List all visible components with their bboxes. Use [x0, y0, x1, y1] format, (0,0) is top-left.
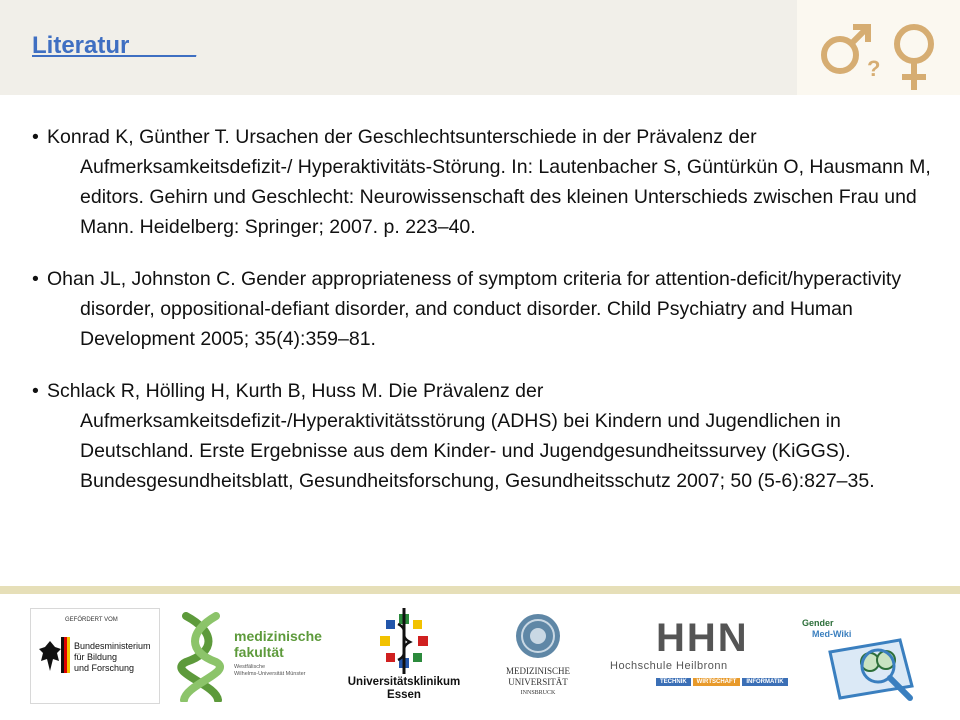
laptop-magnifier-icon — [800, 612, 930, 706]
innsbruck-line3: INNSBRUCK — [520, 690, 556, 696]
reference-list — [32, 122, 932, 518]
essen-emblem-icon — [372, 606, 436, 676]
gender-symbols-icon — [797, 0, 960, 95]
muenster-line4: Wilhelms-Universität Münster — [234, 671, 306, 677]
reference-text: Ohan JL, Johnston C. Gender appropriateness of symptom criteria for attention-deficit/hyperactivity disorder, oppositional-defiant disorder, and conduct disorder. Child Psychiatry and Human Development 2005; 35(4):359–81. — [47, 268, 902, 350]
essen-logo — [336, 606, 472, 710]
muenster-logo — [176, 612, 326, 706]
reference-item — [32, 264, 932, 354]
slide-title: Literatur_____ — [32, 32, 197, 59]
reference-item — [32, 122, 932, 242]
innsbruck-logo — [488, 606, 588, 710]
hhn-tag-informatik: INFORMATIK — [742, 678, 787, 686]
hhn-mark: HHN — [656, 616, 749, 660]
essen-line2: Essen — [387, 689, 421, 701]
reference-text: Schlack R, Hölling H, Kurth B, Huss M. Die Prävalenz der Aufmerksamkeitsdefizit-/Hyperaktivitätsstörung (ADHS) bei Kindern und Jugendlichen in Deutschland. Erste Ergebnisse aus dem Kinder- und Jugendgesundheitssurvey (KiGGS). Bundesgesundheitsblatt, Gesundheitsforschung, Gesundheitsschutz 2007; 50 (5-6):827–35. — [47, 380, 875, 492]
reference-text: Konrad K, Günther T. Ursachen der Geschlechtsunterschiede in der Prävalenz der Aufmerksamkeitsdefizit-/ Hyperaktivitäts-Störung. In: Lautenbacher S, Güntürkün O, Hausmann M, editors. Gehirn und Geschlecht: Neurowissenschaft des kleinen Unterschieds zwischen Frau und Mann. Heidelberg: Springer; 2007. p. 223–40. — [47, 126, 931, 238]
bmbf-line1: Bundesministerium — [74, 641, 151, 651]
bmbf-top-text: GEFÖRDERT VOM — [65, 617, 118, 623]
innsbruck-line1: MEDIZINISCHE — [506, 666, 570, 676]
bullet: • — [32, 268, 39, 290]
hhn-tag-technik: TECHNIK — [656, 678, 691, 686]
bullet: • — [32, 126, 39, 148]
bullet: • — [32, 380, 39, 402]
reference-item — [32, 376, 932, 496]
eagle-icon — [37, 639, 63, 673]
essen-line1: Universitätsklinikum — [347, 676, 461, 688]
hhn-tag-wirtschaft: WIRTSCHAFT — [693, 678, 741, 686]
wiki-line2: Med-Wiki — [812, 629, 852, 639]
question-mark: ? — [867, 56, 881, 81]
gender-symbols — [797, 0, 960, 95]
innsbruck-line2: UNIVERSITÄT — [508, 677, 568, 687]
bmbf-line2: für Bildung — [74, 652, 118, 662]
footer-divider — [0, 586, 960, 594]
gender-med-wiki-logo — [800, 612, 930, 706]
wiki-line1: Gender — [802, 618, 834, 628]
hhn-logo — [606, 612, 796, 692]
bmbf-line3: und Forschung — [74, 663, 135, 673]
innsbruck-seal-icon — [514, 612, 562, 660]
muenster-line3: Westfälische — [234, 664, 266, 670]
dna-icon — [176, 612, 228, 702]
hhn-name: Hochschule Heilbronn — [610, 660, 728, 672]
muenster-line1: medizinische — [234, 628, 322, 644]
muenster-line2: fakultät — [234, 644, 284, 660]
bmbf-logo — [30, 608, 160, 704]
